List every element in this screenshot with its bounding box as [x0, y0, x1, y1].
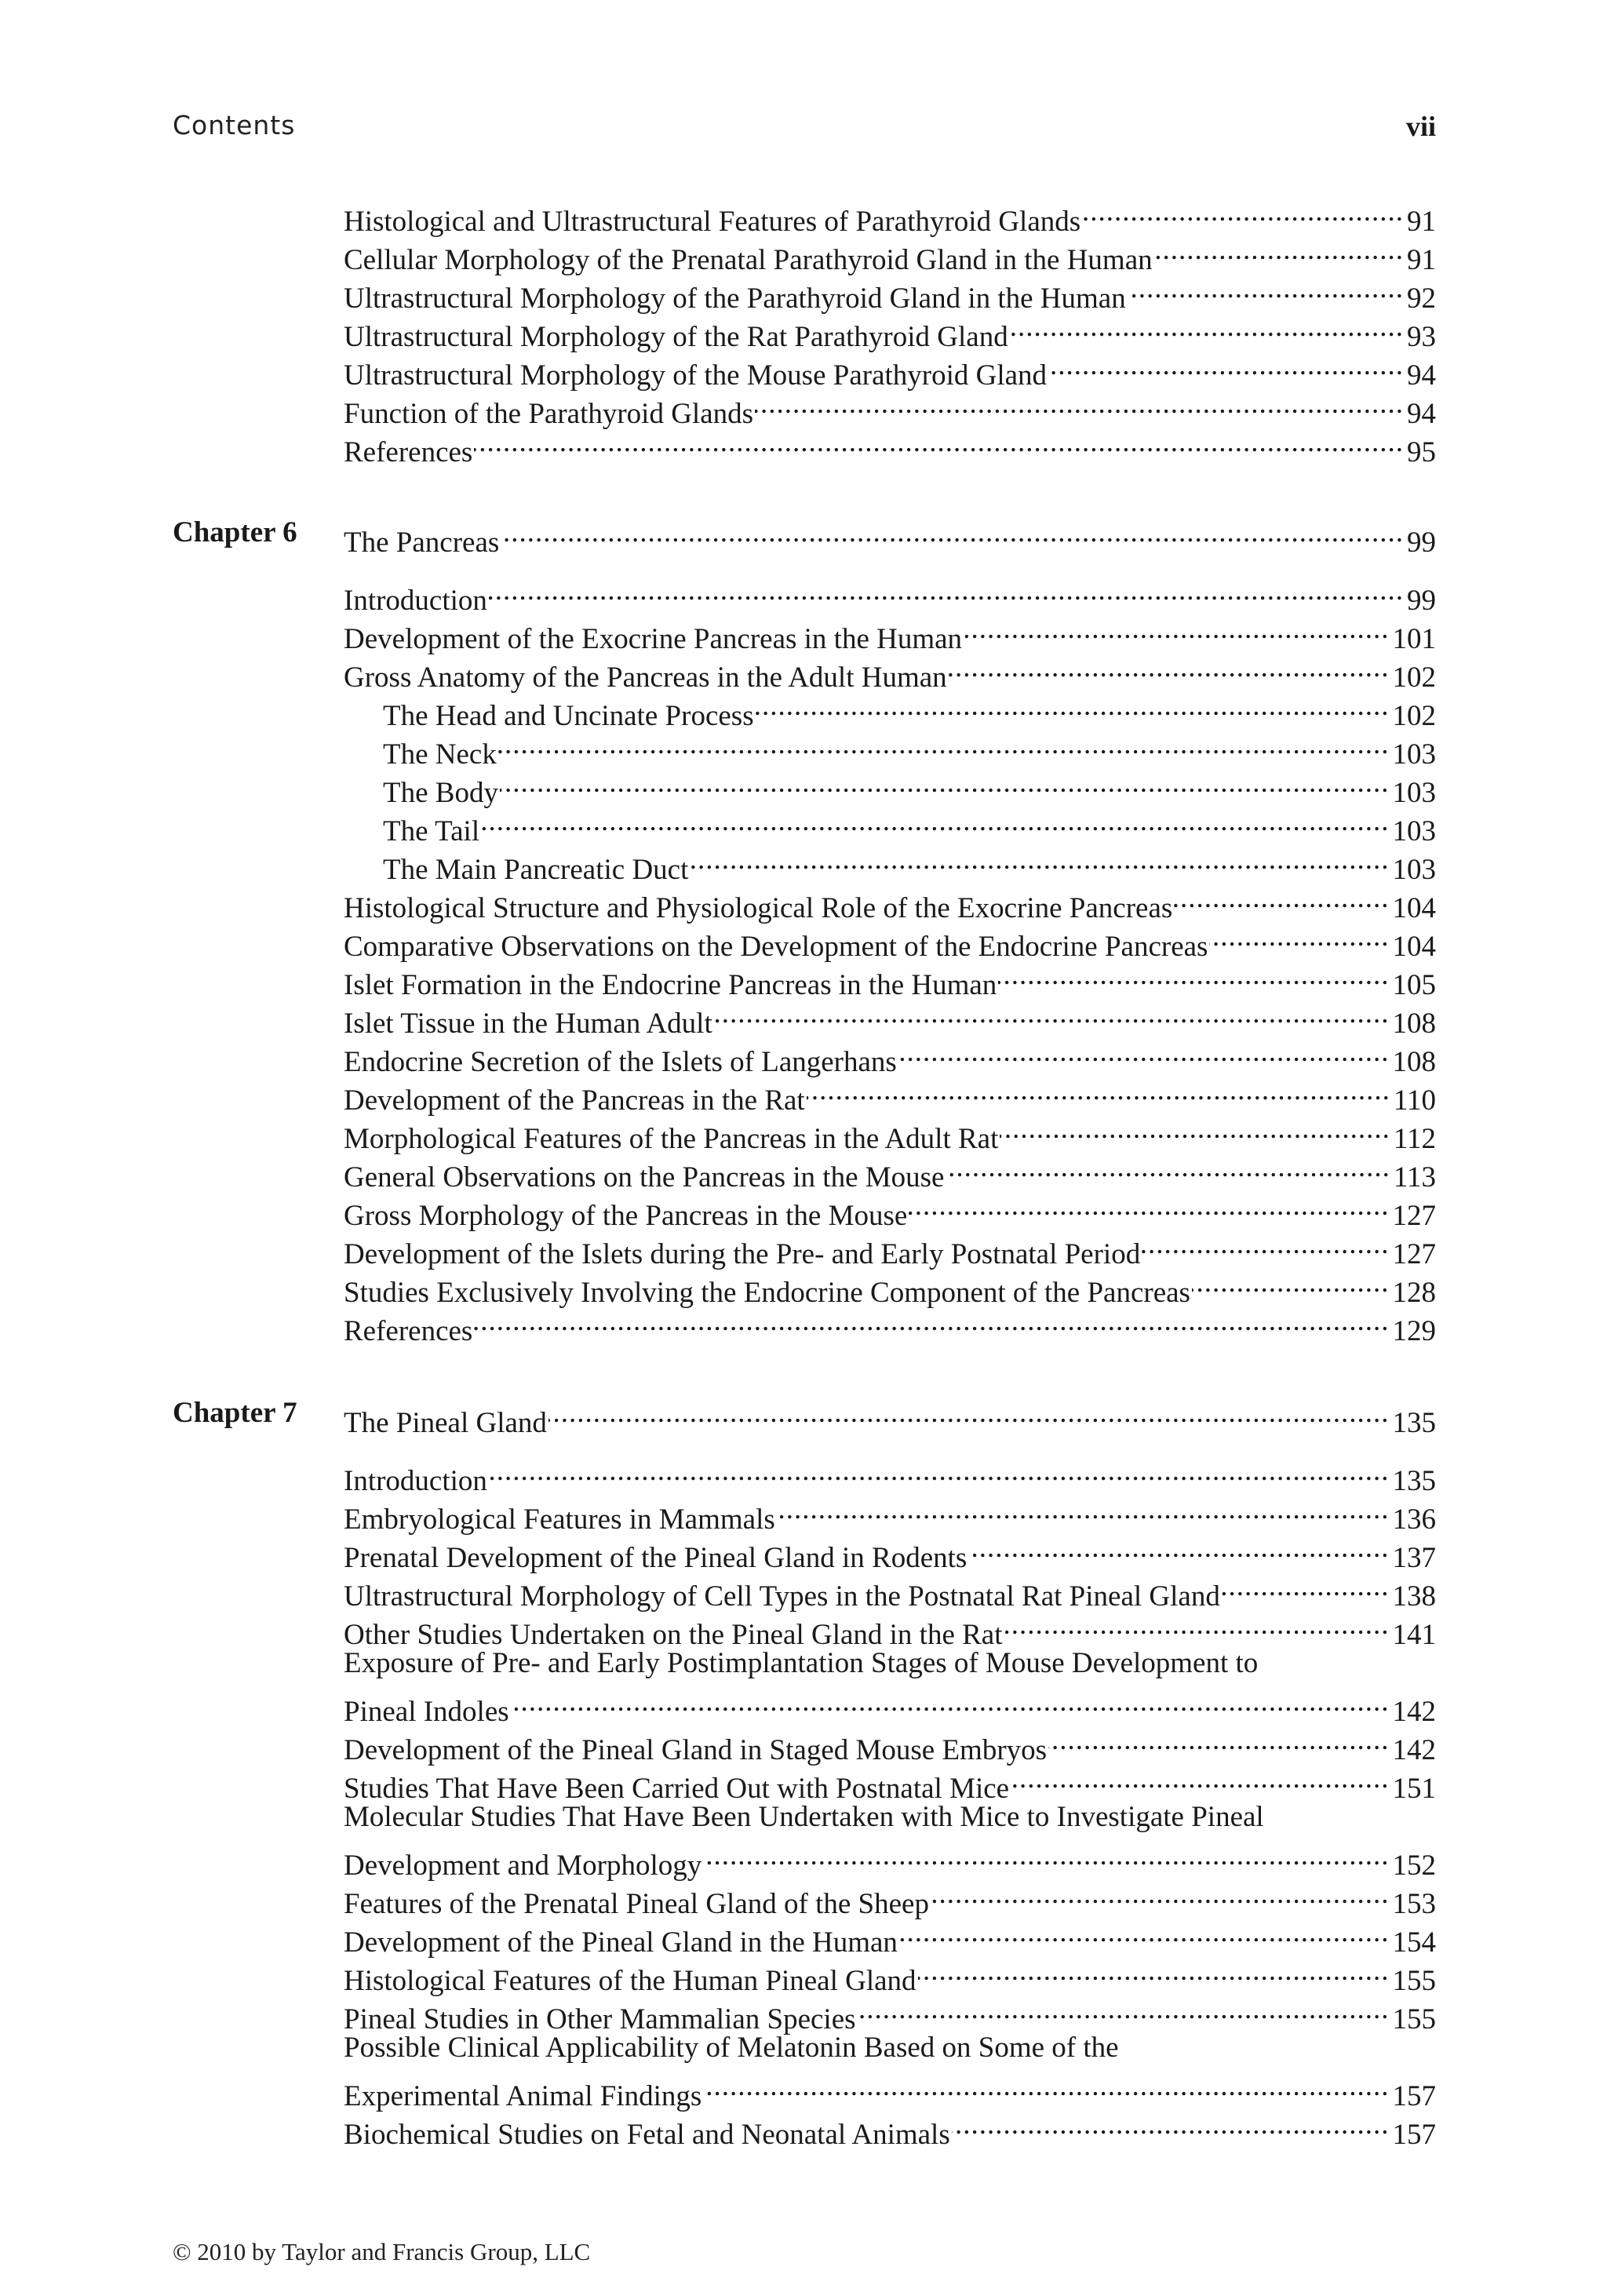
toc-entry[interactable]: References ..... 95	[344, 424, 1436, 461]
copyright-footer: © 2010 by Taylor and Francis Group, LLC	[173, 2238, 591, 2265]
toc-entry[interactable]: Histological Features of the Human Pineal Gland ..... 155	[344, 1952, 1436, 1990]
toc-entry[interactable]: General Observations on the Pancreas in the Mouse ..... 113	[344, 1149, 1436, 1186]
chapter-7-label: Chapter 7	[173, 1397, 297, 1429]
toc-entry[interactable]: Introduction ..... 99	[344, 572, 1436, 610]
toc-entry[interactable]: Function of the Parathyroid Glands ..... 94	[344, 385, 1436, 423]
toc-entry-wrapped[interactable]: Exposure of Pre- and Early Postimplantation Stages of Mouse Development to	[344, 1647, 1259, 1679]
toc-entry[interactable]: Ultrastructural Morphology of the Mouse Parathyroid Gland ..... 94	[344, 347, 1436, 384]
toc-entry[interactable]: Histological Structure and Physiological Role of the Exocrine Pancreas ..... 104	[344, 880, 1436, 917]
toc-entry[interactable]: Cellular Morphology of the Prenatal Parathyroid Gland in the Human ..... 91	[344, 231, 1436, 269]
toc-entry[interactable]: Development of the Pineal Gland in the Human ..... 154	[344, 1914, 1436, 1952]
toc-entry[interactable]: Development of the Pancreas in the Rat ..... 110	[344, 1072, 1436, 1110]
toc-entry-wrapped[interactable]: Possible Clinical Applicability of Melatonin Based on Some of the	[344, 2032, 1119, 2064]
toc-entry[interactable]: Morphological Features of the Pancreas in the Adult Rat ..... 112	[344, 1110, 1436, 1148]
toc-entry[interactable]: Pineal Indoles ..... 142	[344, 1683, 1436, 1721]
toc-entry[interactable]: References ..... 129	[344, 1303, 1436, 1340]
toc-subentry[interactable]: The Body ..... 103	[383, 764, 1436, 802]
running-head	[173, 110, 1436, 148]
page-number: vii	[1405, 111, 1436, 142]
toc-entry[interactable]: Experimental Animal Findings ..... 157	[344, 2068, 1436, 2105]
toc-entry[interactable]: Comparative Observations on the Development of the Endocrine Pancreas ..... 104	[344, 918, 1436, 956]
toc-entry[interactable]: Pineal Studies in Other Mammalian Species ..... 155	[344, 1991, 1436, 2028]
toc-entry[interactable]: Other Studies Undertaken on the Pineal Gland in the Rat ..... 141	[344, 1606, 1436, 1644]
toc-entry[interactable]: Development of the Exocrine Pancreas in the Human ..... 101	[344, 610, 1436, 648]
toc-entry[interactable]: Gross Morphology of the Pancreas in the Mouse ..... 127	[344, 1187, 1436, 1225]
toc-entry[interactable]: Gross Anatomy of the Pancreas in the Adult Human ..... 102	[344, 649, 1436, 687]
chapter-7-title[interactable]: The Pineal Gland ..... 135	[344, 1394, 1436, 1432]
toc-entry[interactable]: Prenatal Development of the Pineal Gland in Rodents ..... 137	[344, 1529, 1436, 1567]
toc-entry[interactable]: Introduction ..... 135	[344, 1452, 1436, 1490]
toc-entry[interactable]: Ultrastructural Morphology of the Parathyroid Gland in the Human ..... 92	[344, 270, 1436, 308]
toc-entry[interactable]: Development and Morphology ..... 152	[344, 1837, 1436, 1875]
toc-entry[interactable]: Development of the Pineal Gland in Staged Mouse Embryos ..... 142	[344, 1722, 1436, 1759]
toc-entry[interactable]: Ultrastructural Morphology of Cell Types in the Postnatal Rat Pineal Gland ..... 138	[344, 1568, 1436, 1605]
toc-subentry[interactable]: The Main Pancreatic Duct ..... 103	[383, 841, 1436, 879]
toc-entry[interactable]: Islet Tissue in the Human Adult ..... 108	[344, 995, 1436, 1033]
toc-entry-wrapped[interactable]: Molecular Studies That Have Been Undertaken with Mice to Investigate Pineal	[344, 1801, 1264, 1833]
toc-entry[interactable]: Endocrine Secretion of the Islets of Langerhans ..... 108	[344, 1033, 1436, 1071]
chapter-6-title[interactable]: The Pancreas ..... 99	[344, 514, 1436, 552]
toc-entry[interactable]: Studies Exclusively Involving the Endocrine Component of the Pancreas ..... 128	[344, 1264, 1436, 1302]
toc-subentry[interactable]: The Tail ..... 103	[383, 803, 1436, 840]
toc-entry[interactable]: Histological and Ultrastructural Features of Parathyroid Glands ..... 91	[344, 193, 1436, 231]
toc-entry[interactable]: Islet Formation in the Endocrine Pancreas in the Human ..... 105	[344, 957, 1436, 994]
toc-entry[interactable]: Development of the Islets during the Pre- and Early Postnatal Period ..... 127	[344, 1226, 1436, 1263]
running-head-title: Contents	[173, 110, 296, 140]
toc-entry[interactable]: Biochemical Studies on Fetal and Neonatal Animals ..... 157	[344, 2106, 1436, 2144]
toc-entry[interactable]: Studies That Have Been Carried Out with Postnatal Mice ..... 151	[344, 1760, 1436, 1798]
toc-entry[interactable]: Ultrastructural Morphology of the Rat Parathyroid Gland ..... 93	[344, 308, 1436, 346]
toc-entry[interactable]: Embryological Features in Mammals ..... 136	[344, 1491, 1436, 1529]
chapter-6-label: Chapter 6	[173, 516, 297, 548]
toc-entry[interactable]: Features of the Prenatal Pineal Gland of the Sheep ..... 153	[344, 1875, 1436, 1913]
toc-subentry[interactable]: The Neck ..... 103	[383, 726, 1436, 764]
toc-subentry[interactable]: The Head and Uncinate Process ..... 102	[383, 687, 1436, 725]
